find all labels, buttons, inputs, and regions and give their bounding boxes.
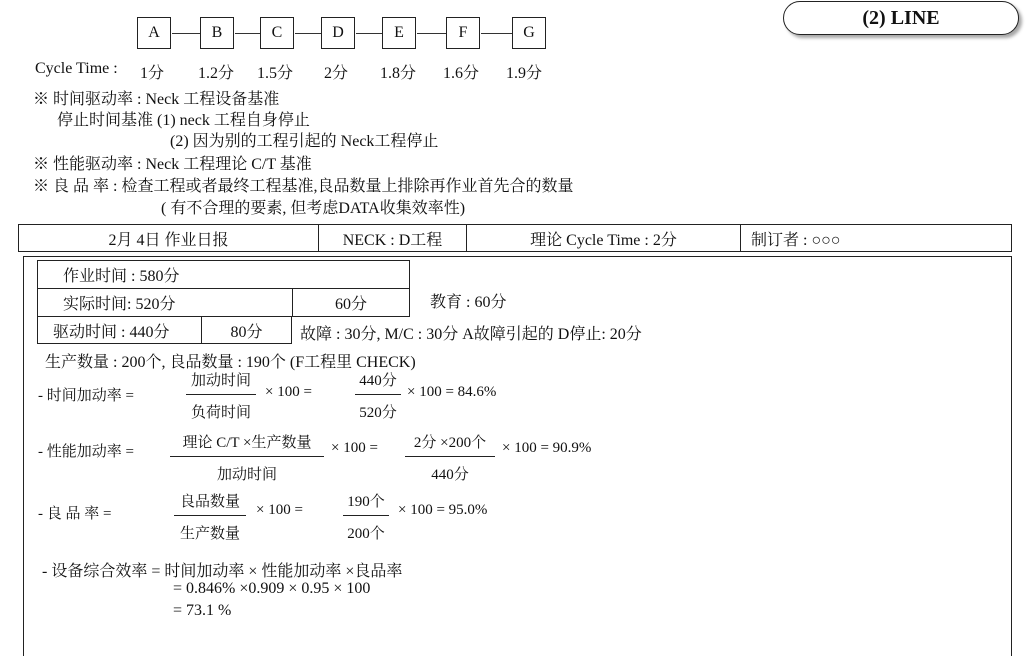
time-rate-value-fraction — [355, 369, 401, 422]
note-quality-rate: ※ 良 品 率 : 检查工程或者最终工程基准,良品数量上排除再作业首先合的数量 — [33, 178, 574, 195]
process-box-e: E — [382, 17, 416, 49]
note-quality-remark: ( 有不合理的要素, 但考虑DATA收集效率性) — [161, 200, 466, 217]
cycle-time-b: 1.2分 — [198, 65, 235, 82]
process-connector — [356, 33, 382, 34]
time-rate-denominator: 负荷时间 — [190, 405, 251, 421]
process-box-g: G — [512, 17, 546, 49]
actual-time-box: 实际时间: 520分 — [37, 288, 293, 317]
time-rate-label: - 时间加动率 = — [38, 388, 134, 404]
perf-rate-fraction — [170, 431, 324, 484]
cycle-time-label: Cycle Time : — [35, 60, 118, 77]
failure-time-box: 80分 — [201, 316, 292, 344]
header-theory-ct: 理论 Cycle Time : 2分 — [467, 225, 741, 251]
quality-rate-value-numerator: 190个 — [343, 490, 389, 516]
process-box-c: C — [260, 17, 294, 49]
perf-rate-value-numerator: 2分 ×200个 — [405, 431, 495, 457]
education-time-box: 60分 — [292, 288, 410, 317]
time-rate-multiplier: × 100 = — [265, 384, 312, 400]
process-box-f: F — [446, 17, 480, 49]
process-connector — [295, 33, 321, 34]
perf-rate-multiplier: × 100 = — [331, 440, 378, 456]
perf-rate-value-denominator: 440分 — [431, 467, 469, 483]
process-connector — [235, 33, 260, 34]
note-stop-basis-2: (2) 因为别的工程引起的 Neck工程停止 — [170, 133, 439, 150]
time-rate-fraction — [186, 369, 256, 422]
cycle-time-f: 1.6分 — [443, 65, 480, 82]
process-connector — [172, 33, 200, 34]
perf-rate-label: - 性能加动率 = — [38, 444, 134, 460]
quality-rate-value-denominator: 200个 — [347, 526, 385, 542]
quality-rate-label: - 良 品 率 = — [38, 506, 112, 522]
time-rate-numerator: 加动时间 — [186, 369, 256, 395]
header-date: 2月 4日 作业日报 — [19, 225, 319, 251]
note-perf-rate: ※ 性能驱动率 : Neck 工程理论 C/T 基准 — [33, 156, 312, 173]
process-box-b: B — [200, 17, 234, 49]
header-process: NECK : D工程 — [319, 225, 467, 251]
perf-rate-value-fraction — [405, 431, 495, 484]
perf-rate-numerator: 理论 C/T ×生产数量 — [170, 431, 324, 457]
failure-note: 故障 : 30分, M/C : 30分 A故障引起的 D停止: 20分 — [300, 326, 642, 343]
line-badge: (2) LINE — [783, 1, 1019, 35]
oee-result: = 73.1 % — [173, 602, 232, 619]
process-connector — [481, 33, 512, 34]
header-author: 制订者 : ○○○ — [751, 231, 841, 249]
time-rate-result: × 100 = 84.6% — [407, 384, 497, 400]
perf-rate-result: × 100 = 90.9% — [502, 440, 592, 456]
education-note: 教育 : 60分 — [430, 294, 507, 311]
daily-report-header — [18, 224, 1012, 252]
quality-rate-numerator: 良品数量 — [174, 490, 246, 516]
cycle-time-c: 1.5分 — [257, 65, 294, 82]
cycle-time-d: 2分 — [324, 65, 349, 82]
note-stop-basis-1: 停止时间基准 (1) neck 工程自身停止 — [57, 112, 310, 129]
time-rate-value-numerator: 440分 — [355, 369, 401, 395]
quality-rate-value-fraction — [343, 490, 389, 543]
cycle-time-e: 1.8分 — [380, 65, 417, 82]
cycle-time-a: 1分 — [140, 65, 165, 82]
oee-substitution: = 0.846% ×0.909 × 0.95 × 100 — [173, 580, 371, 597]
process-box-d: D — [321, 17, 355, 49]
note-time-rate: ※ 时间驱动率 : Neck 工程设备基准 — [33, 91, 280, 108]
process-connector — [417, 33, 446, 34]
work-time-box: 作业时间 : 580分 — [37, 260, 410, 289]
quality-rate-result: × 100 = 95.0% — [398, 502, 488, 518]
time-rate-value-denominator: 520分 — [359, 405, 397, 421]
drive-time-box: 驱动时间 : 440分 — [37, 316, 202, 344]
production-count: 生产数量 : 200个, 良品数量 : 190个 (F工程里 CHECK) — [45, 354, 416, 371]
quality-rate-multiplier: × 100 = — [256, 502, 303, 518]
process-box-a: A — [137, 17, 171, 49]
oee-formula: - 设备综合效率 = 时间加动率 × 性能加动率 ×良品率 — [42, 563, 403, 580]
quality-rate-denominator: 生产数量 — [179, 526, 240, 542]
cycle-time-g: 1.9分 — [506, 65, 543, 82]
perf-rate-denominator: 加动时间 — [216, 467, 277, 483]
quality-rate-fraction — [174, 490, 246, 543]
